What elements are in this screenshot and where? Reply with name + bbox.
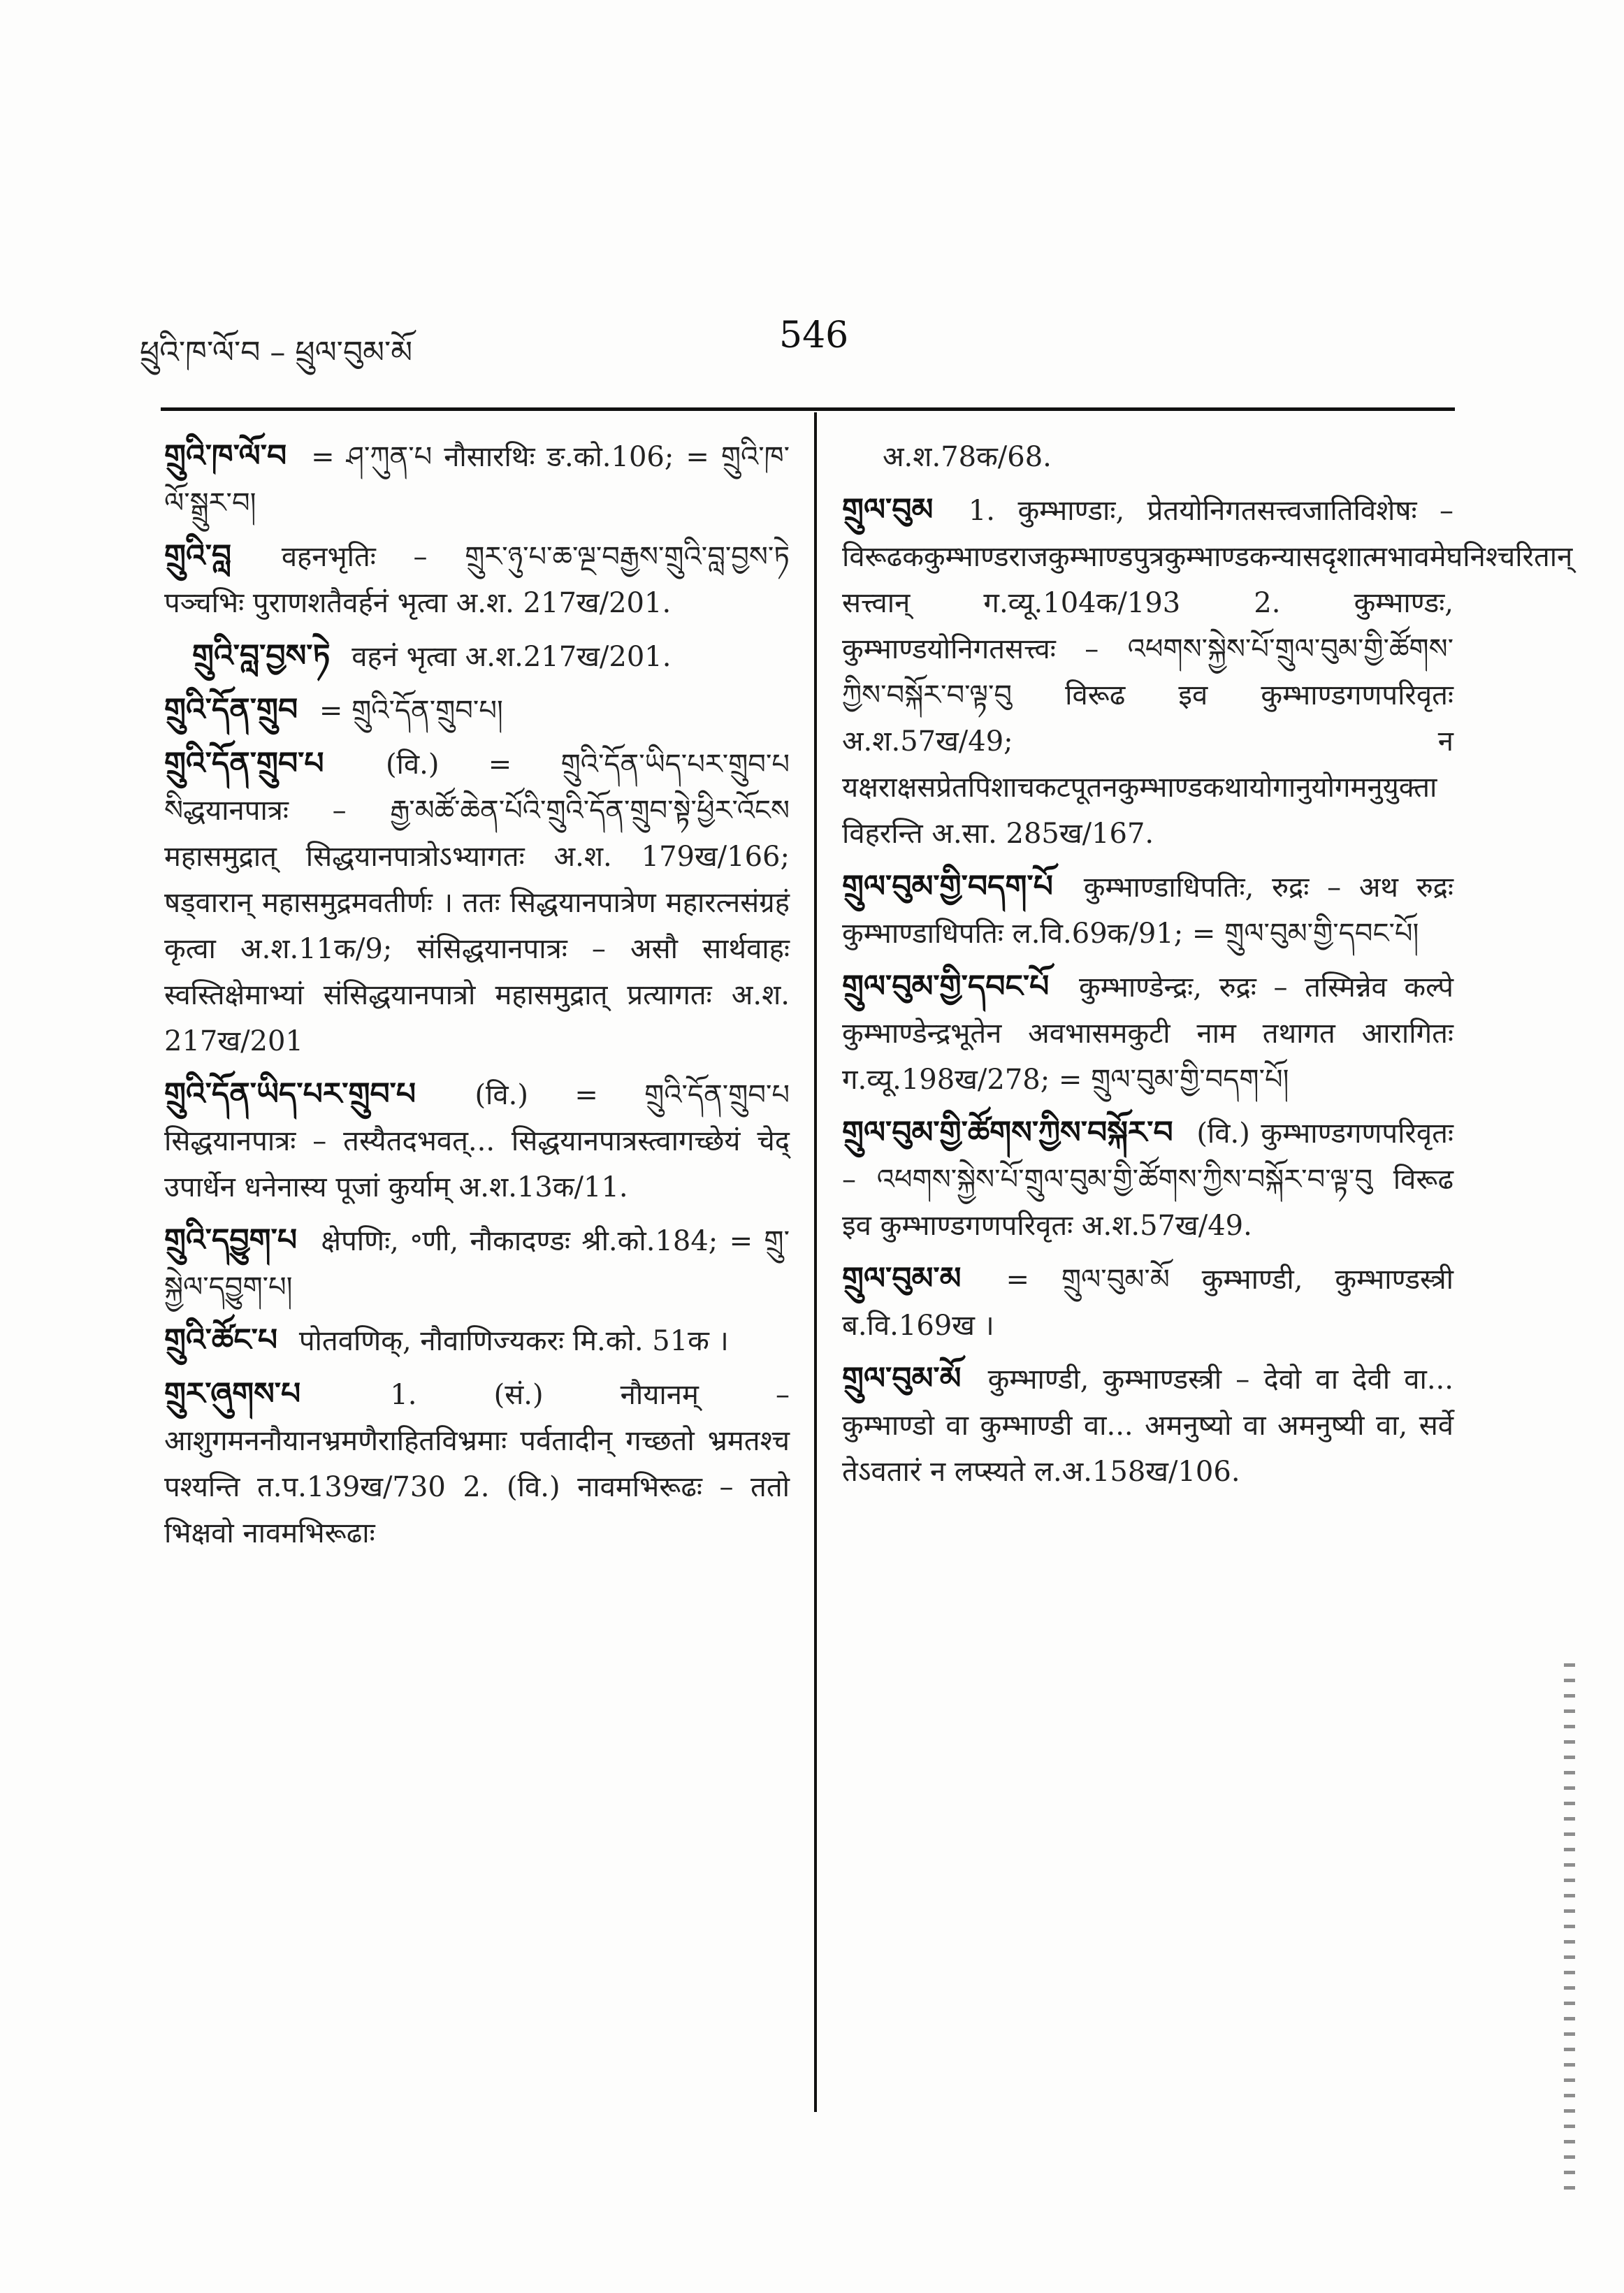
entry-headword: གྲུའི་བླ <box>164 538 232 574</box>
entry-text: पोतवणिक्, नौवाणिज्यकरः मि.को. 51क । <box>298 1325 729 1357</box>
entry-text: = ཤ་ཀུན་པ नौसारथिः ङ.को.106; = གྲུའི་ཁ་ལོ་སྒྲུར་བ། <box>164 441 790 519</box>
entry-text: = གྲུལ་བུམ་མོ कुम्भाण्डी, कुम्भाण्डस्त्री ब.वि.169ख । <box>842 1264 1454 1342</box>
dictionary-entry <box>164 633 790 680</box>
entry-text: (वि.) = གྲུའི་དོན་གྲུབ་པ सिद्धयानपात्रः – तस्यैतदभवत्... सिद्धयानपात्रस्त्वागच्छेयं चेद् उपार्धेन धनेनास्य पूजां कुर्याम् अ.श.13क/11. <box>164 1079 790 1203</box>
scan-edge-marks <box>1564 1663 1575 2194</box>
entry-text: = གྲུའི་དོན་གྲུབ་པ། <box>319 695 503 727</box>
entry-headword: གྲུའི་དབྱུག་པ <box>164 1222 298 1258</box>
dictionary-entry <box>164 1317 790 1364</box>
entry-text: वहनभृतिः – གྲུར་ཉུ་པ་ཆ་ལྔ་བརྒྱས་གྲུའི་བླ་བྱས་ཏེ पञ्चभिः पुराणशतैवर्हनं भृत्वा अ.श. 217ख/201. <box>164 541 790 619</box>
entry-headword: གྲུར་ཞུགས་པ <box>164 1376 301 1412</box>
entry-headword: གྲུའི་བླ་བྱས་ཏེ <box>192 638 331 674</box>
dictionary-entry <box>164 1217 790 1310</box>
dictionary-entry <box>164 533 790 626</box>
entry-headword: གྲུའི་ཁ་ལོ་བ <box>164 438 287 474</box>
entry-headword: གྲུའི་ཚོང་པ <box>164 1322 278 1358</box>
dictionary-entry <box>164 1371 790 1556</box>
entry-headword: གྲུའི་དོན་གྲུབ་པ <box>164 746 324 781</box>
left-column <box>164 433 790 1563</box>
entry-headword: གྲུལ་བུམ་མ <box>842 1261 962 1296</box>
dictionary-entry <box>842 964 1453 1103</box>
entry-headword: གྲུལ་བུམ་གྱི་དབང་པོ <box>842 969 1050 1004</box>
entry-text: कुम्भाण्डाधिपतिः, रुद्रः – अथ रुद्रः कुम्भाण्डाधिपतिः ल.वि.69क/91; = གྲུལ་བུམ་གྱི་དབང་པོ། <box>842 871 1453 950</box>
dictionary-entry <box>842 1356 1453 1495</box>
entry-text: (वि.) कुम्भाण्डगणपरिवृतः – འཕགས་སྐྱེས་པོ་གྲུལ་བུམ་གྱི་ཚོགས་ཀྱིས་བསྐོར་བ་ལྟ་བུ विरूढ इव कुम्भाण्डगणपरिवृतः अ.श.57ख/49. <box>842 1117 1453 1242</box>
entry-text: क्षेपणिः, ॰णी, नौकादण्डः श्री.को.184; = གྲུ་སྐྱེལ་དབྱུག་པ། <box>164 1225 790 1303</box>
entry-text: 1. (सं.) नौयानम् – आशुगमननौयानभ्रमणैराहितविभ्रमाः पर्वतादीन् गच्छतो भ्रमतश्च पश्यन्ति त.प.139ख/730 2. (वि.) नावमभिरूढः – ततो भिक्षवो नावमभिरूढाः <box>164 1379 790 1549</box>
entry-headword: གྲུལ་བུམ་གྱི་བདག་པོ <box>842 869 1053 904</box>
header-rule <box>161 407 1455 411</box>
entry-text: 1. कुम्भाण्डाः, प्रेतयोनिगतसत्त्वजातिविशेषः – विरूढककुम्भाण्डराजकुम्भाण्डपुत्रकुम्भाण्डकन्यासदृशात्मभावमेघनिश्चरितान् सत्त्वान् ग.व्यू.104क/193 2. कुम्भाण्डः, कुम्भाण्डयोनिगतसत्त्वः – འཕགས་སྐྱེས་པོ་གྲུལ་བུམ་གྱི་ཚོགས་ཀྱིས་བསྐོར་བ་ལྟ་བུ विरूढ इव कुम्भाण्डगणपरिवृतः अ.श.57ख/49; न यक्षराक्षसप्रेतपिशाचकटपूतनकुम्भाण्डकथायोगानुयोगमनुयुक्ता विहरन्ति अ.सा. 285ख/167. <box>842 495 1573 850</box>
running-head: ཕྲུའི་ཁ་ལོ་བ – ཕྲུལ་བུམ་མོ <box>140 335 413 370</box>
dictionary-entry <box>164 433 790 526</box>
entry-headword: གྲུའི་དོན་ཡིད་པར་གྲུབ་པ <box>164 1076 416 1112</box>
page-number: 546 <box>779 314 849 356</box>
entry-headword: གྲུའི་དོན་གྲུབ <box>164 692 298 728</box>
entry-text: (वि.) = གྲུའི་དོན་ཡིད་པར་གྲུབ་པ སིद्धयानपात्रः – རྒྱ་མཚོ་ཆེན་པོའི་གྲུའི་དོན་གྲུབ་སྟེ་ཕྱིར་འོངས महासमुद्रात् सिद्धयानपात्रोऽभ्यागतः अ.श. 179ख/166; षड्वारान् महासमुद्रमवतीर्णः । ततः सिद्धयानपात्रेण महारत्नसंग्रहं कृत्वा अ.श.11क/9; संसिद्धयानपात्रः – असौ सार्थवाहः स्वस्तिक्षेमाभ्यां संसिद्धयानपात्रो महासमुद्रात् प्रत्यागतः अ.श. 217ख/201 <box>164 748 790 1057</box>
dictionary-entry <box>842 487 1573 857</box>
entry-headword: གྲུལ་བུམ་མོ <box>842 1361 962 1396</box>
dictionary-entry <box>842 864 1453 957</box>
column-divider <box>814 412 817 2112</box>
entry-headword: གྲུལ་བུམ <box>842 492 934 528</box>
dictionary-entry <box>164 741 790 1064</box>
entry-text: वहनं भृत्वा अ.श.217ख/201. <box>351 641 672 673</box>
right-column <box>842 433 1573 1502</box>
entry-text: कुम्भाण्डेन्द्रः, रुद्रः – तस्मिन्नेव कल्पे कुम्भाण्डेन्द्रभूतेन अवभासमकुटी नाम तथागत आरागितः ग.व्यू.198ख/278; = གྲུལ་བུམ་གྱི་བདག་པོ། <box>842 971 1454 1096</box>
entry-text: कुम्भाण्डी, कुम्भाण्डस्त्री – देवो वा देवी वा... कुम्भाण्डो वा कुम्भाण्डी वा... अमनुष्यो वा अमनुष्यी वा, सर्वे तेऽवतारं न लप्स्यते ल.अ.158ख/106. <box>842 1363 1453 1488</box>
dictionary-entry <box>842 433 1453 480</box>
dictionary-entry <box>842 1110 1453 1249</box>
dictionary-entry <box>164 1071 790 1210</box>
dictionary-entry <box>164 687 790 734</box>
entry-headword: གྲུལ་བུམ་གྱི་ཚོགས་ཀྱིས་བསྐོར་བ <box>842 1115 1173 1150</box>
dictionary-entry <box>842 1256 1453 1349</box>
entry-text: अ.श.78क/68. <box>883 441 1052 473</box>
